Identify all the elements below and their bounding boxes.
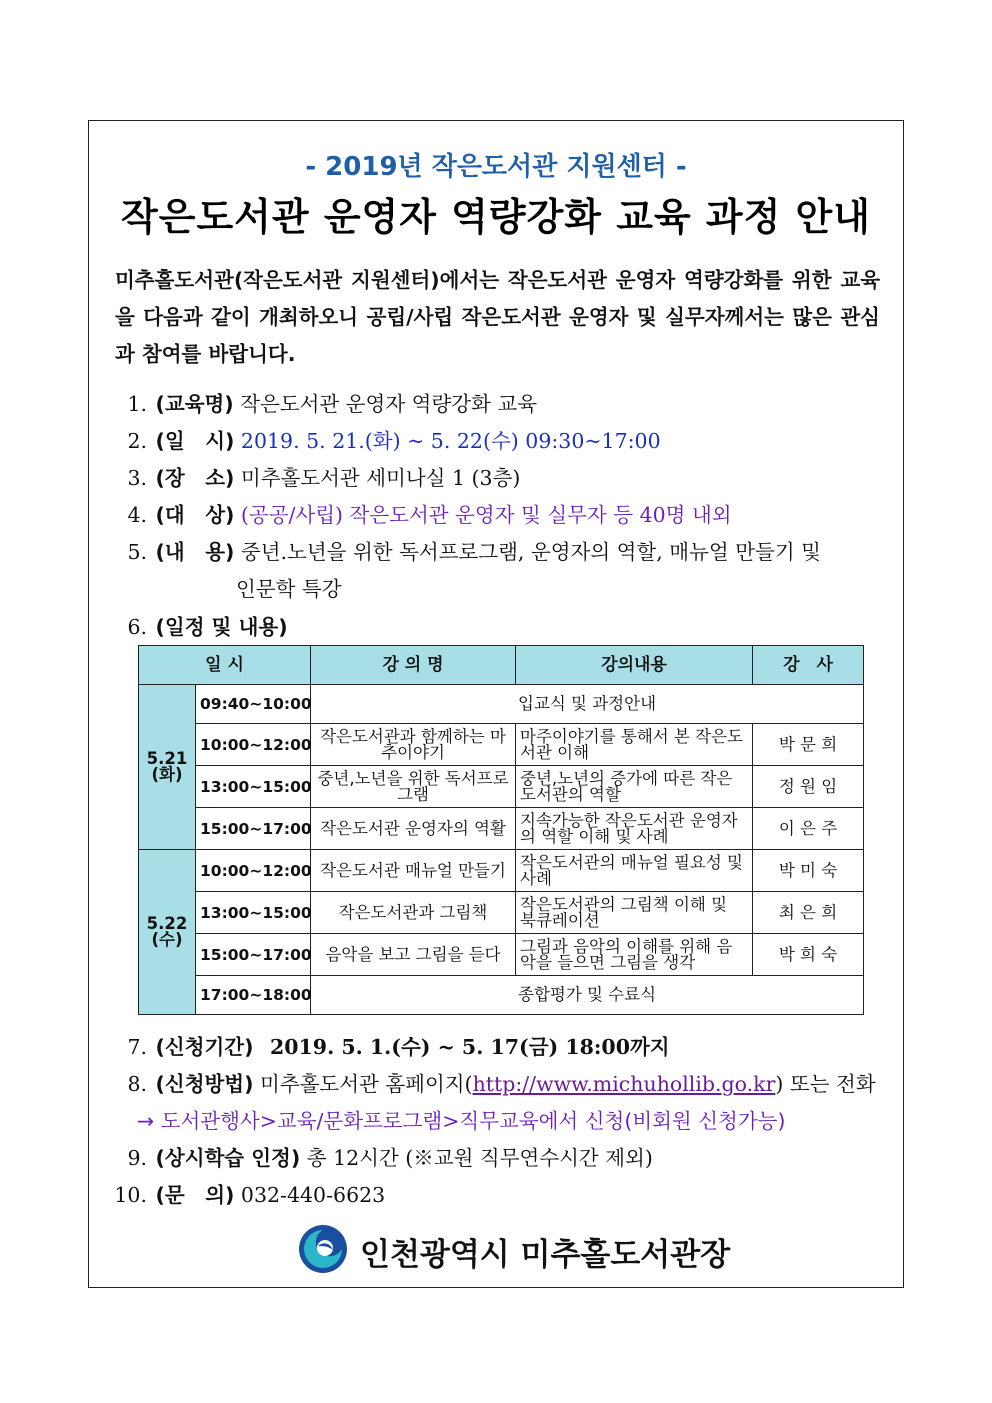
item-value: (공공/사립) 작은도서관 운영자 및 실무자 등 40명 내외 (240, 503, 732, 527)
footer-org-name: 인천광역시 미추홀도서관장 (360, 1236, 731, 1273)
intro-paragraph: 미추홀도서관(작은도서관 지원센터)에서는 작은도서관 운영자 역량강화를 위한 교육을 다음과 같이 개최하오니 공립/사립 작은도서관 운영자 및 실무자께서는 많은 관심과 참여를 바랍니다. (115, 268, 880, 366)
time-cell: 13:00~15:00 (196, 766, 311, 808)
info-item-place (115, 461, 520, 491)
lecture-content-cell: 마주이야기를 통해서 본 작은도서관 이해 (516, 724, 753, 766)
table-row (139, 892, 864, 934)
lecture-content-cell: 작은도서관의 매뉴얼 필요성 및 사례 (516, 850, 753, 892)
info-item-content (115, 535, 821, 565)
time-cell: 10:00~12:00 (196, 850, 311, 892)
table-row (139, 976, 864, 1015)
item-number: 7. (127, 1035, 147, 1059)
item-number: 5. (127, 540, 147, 564)
time-cell: 15:00~17:00 (196, 808, 311, 850)
item-label: (대 상) (155, 503, 235, 527)
info-item-course (115, 387, 537, 417)
info-item-application-method (115, 1067, 876, 1097)
item-number: 2. (127, 429, 147, 453)
schedule-table (138, 645, 864, 1015)
lecturer-cell: 정 원 임 (753, 766, 864, 808)
table-row (139, 850, 864, 892)
table-row (139, 934, 864, 976)
page-subtitle: - 2019년 작은도서관 지원센터 - (305, 152, 687, 182)
info-item-contact (105, 1178, 385, 1208)
info-item-content-cont (236, 572, 342, 602)
item-label: (상시학습 인정) (155, 1146, 301, 1170)
table-row (139, 724, 864, 766)
item-value: 2019. 5. 21.(화) ~ 5. 22(수) 09:30~17:00 (240, 429, 661, 453)
merged-cell: 입교식 및 과정안내 (311, 685, 864, 724)
homepage-link[interactable]: http://www.michuhollib.go.kr (472, 1072, 776, 1096)
lecturer-cell: 최 은 희 (753, 892, 864, 934)
item-value: 중년.노년을 위한 독서프로그램, 운영자의 역할, 매뉴얼 만들기 및 (240, 540, 821, 564)
merged-cell: 종합평가 및 수료식 (311, 976, 864, 1015)
item-number: 4. (127, 503, 147, 527)
footer-signature (298, 1224, 730, 1278)
lecture-title-cell: 작은도서관 매뉴얼 만들기 (311, 850, 516, 892)
day-weekday: (화) (151, 765, 183, 784)
item-label: (신청기간) (155, 1035, 254, 1059)
time-cell: 09:40~10:00 (196, 685, 311, 724)
item-number: 6. (127, 615, 147, 639)
item-number: 10. (114, 1183, 147, 1207)
item-label: (일정 및 내용) (155, 615, 288, 639)
item-label: (내 용) (155, 540, 235, 564)
item-value: 032-440-6623 (240, 1183, 386, 1207)
item-number: 1. (127, 392, 147, 416)
item-label: (신청방법) (155, 1072, 254, 1096)
info-item-target (115, 498, 732, 528)
lecture-title-cell: 작은도서관 운영자의 역활 (311, 808, 516, 850)
lecture-title-cell: 작은도서관과 함께하는 마추이야기 (311, 724, 516, 766)
lecturer-cell: 박 미 숙 (753, 850, 864, 892)
item-value: 총 12시간 (※교원 직무연수시간 제외) (306, 1146, 653, 1170)
item-label: (교육명) (155, 392, 234, 416)
michuhol-library-logo-icon (298, 1224, 348, 1278)
item-value: 미추홀도서관 홈페이지( (260, 1072, 473, 1096)
lecture-content-cell: 작은도서관의 그림책 이해 및 북큐레이션 (516, 892, 753, 934)
info-item-application-path (137, 1104, 785, 1134)
time-cell: 10:00~12:00 (196, 724, 311, 766)
time-cell: 15:00~17:00 (196, 934, 311, 976)
time-cell: 17:00~18:00 (196, 976, 311, 1015)
item-value-line2: 인문학 특강 (236, 577, 342, 601)
info-item-date (115, 424, 661, 454)
info-item-schedule (115, 610, 288, 640)
item-value: 작은도서관 운영자 역량강화 교육 (240, 392, 538, 416)
table-row (139, 808, 864, 850)
lecturer-cell: 이 은 주 (753, 808, 864, 850)
table-row (139, 685, 864, 724)
lecture-content-cell: 지속가능한 작은도서관 운영자의 역할 이해 및 사례 (516, 808, 753, 850)
item-number: 8. (127, 1072, 147, 1096)
header-lecture-content: 강의내용 (516, 646, 753, 685)
lecture-title-cell: 중년,노년을 위한 독서프로그램 (311, 766, 516, 808)
table-header-row (139, 646, 864, 685)
day-cell (139, 685, 196, 850)
header-datetime: 일 시 (139, 646, 311, 685)
lecturer-cell: 박 희 숙 (753, 934, 864, 976)
header-lecturer: 강 사 (753, 646, 864, 685)
time-cell: 13:00~15:00 (196, 892, 311, 934)
item-value: 미추홀도서관 세미나실 1 (3층) (240, 466, 521, 490)
item-label: (일 시) (155, 429, 235, 453)
item-label: (장 소) (155, 466, 235, 490)
lecture-title-cell: 작은도서관과 그림책 (311, 892, 516, 934)
page-title: 작은도서관 운영자 역량강화 교육 과정 안내 (121, 195, 871, 239)
lecture-title-cell: 음악을 보고 그림을 듣다 (311, 934, 516, 976)
table-row (139, 766, 864, 808)
item-label: (문 의) (155, 1183, 235, 1207)
info-item-learning-credit (115, 1141, 653, 1171)
lecturer-cell: 박 문 희 (753, 724, 864, 766)
lecture-content-cell: 그림과 음악의 이해를 위해 음악을 들으면 그림을 생각 (516, 934, 753, 976)
item-value: 2019. 5. 1.(수) ~ 5. 17(금) 18:00까지 (270, 1035, 670, 1059)
item-value-line2: → 도서관행사>교육/문화프로그램>직무교육에서 신청(비회원 신청가능) (137, 1109, 786, 1133)
header-lecture-title: 강 의 명 (311, 646, 516, 685)
item-value-after: ) 또는 전화 (775, 1072, 876, 1096)
lecture-content-cell: 중년,노년의 증가에 따른 작은도서관의 역할 (516, 766, 753, 808)
day-weekday: (수) (151, 930, 183, 949)
info-item-application-period (115, 1030, 670, 1060)
day-date: 5.21 (146, 749, 188, 768)
day-cell (139, 850, 196, 1015)
item-number: 3. (127, 466, 147, 490)
day-date: 5.22 (146, 914, 188, 933)
item-number: 9. (127, 1146, 147, 1170)
